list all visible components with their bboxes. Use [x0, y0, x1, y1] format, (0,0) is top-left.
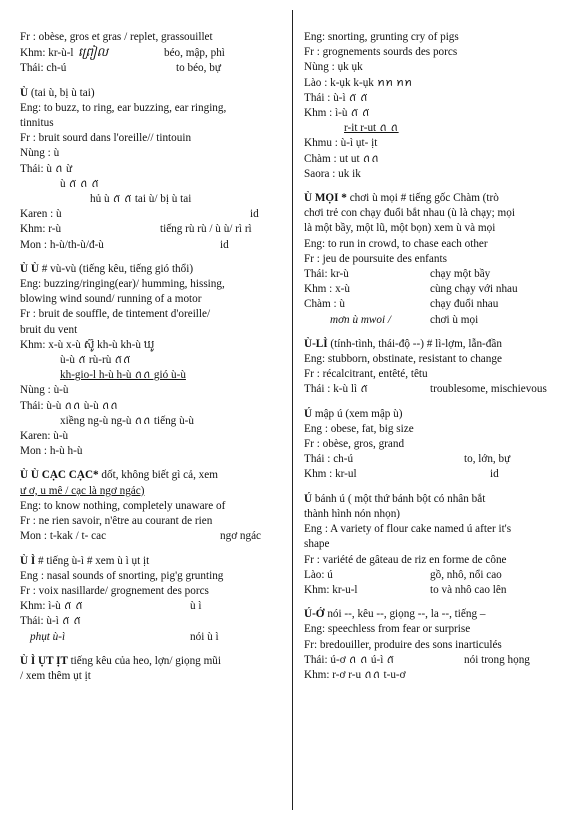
entry-heading: Ù Ù CẠC CẠC* dốt, không biết gì cả, xem [20, 469, 218, 482]
entry-karen: Karen: ù-ù [20, 430, 69, 443]
entry-note-cont: ư ơ, u mê / cạc là ngơ ngác) [20, 484, 145, 497]
entry-note-cont: thành hình nón nhọn) [304, 507, 401, 520]
entry-thai: Thái: ù-ì ꪒ̈ ꪒ̈ [20, 615, 82, 628]
entry-eng: Eng: to run in crowd, to chase each other [304, 237, 488, 250]
entry-heading: Ú bánh ú ( một thứ bánh bột có nhân bắt [304, 492, 486, 505]
entry-thai-gloss: hủ ù ꪒ̈ ꪒ̈ tai ù/ bị ù tai [90, 193, 192, 206]
entry-eng: Eng: speechless from fear or surprise [304, 623, 471, 636]
entry-khm: Khm : ì-ù ꪒ̈ ꪒ̈ [304, 107, 370, 120]
entry-khm-cont: r-it r-ut ꪒ ꪒ [344, 122, 399, 135]
entry-eng: Eng: snorting, grunting cry of pigs [304, 31, 459, 43]
entry-eng: Eng : obese, fat, big size [304, 422, 414, 435]
right-column [304, 30, 562, 683]
entry-nung: Nùng : ù-ù [20, 384, 69, 397]
entry-karen: Karen : ù id [20, 208, 259, 221]
entry-khm: Khm: kr-u-l to và nhô cao lên [304, 583, 507, 596]
entry-saora: Saora : uk ik [304, 167, 361, 180]
entry-heading: Ú mập ú (xem mập ù) [304, 407, 403, 420]
entry-fr: Fr : voix nasillarde/ grognement des porcs [20, 584, 209, 597]
entry-thai: Thái: ù-ù ꪒꪒ ù-ù ꪒꪒ [20, 399, 119, 412]
entry-khm: Khm: x-ù x-ù ស៊ូ kh-ù kh-ù ឃូ [20, 338, 155, 351]
entry-thai-cont: phụt ù-ì nói ù ì [30, 630, 219, 643]
entry-lao: Lào : k-ụk k-ụk ꪀꪀ ꪀꪀ [304, 76, 413, 89]
entry-heading: Ú-Ớ nói --, kêu --, giọng --, la --, tiếng – [304, 608, 486, 621]
entry-eng: Eng: buzzing/ringing(ear)/ humming, hissing, [20, 278, 225, 291]
entry-khm: Khm: ì-ù ꪒ̈ ꪒ̈ ù ì [20, 600, 202, 613]
entry-fr-cont: bruit du vent [20, 323, 78, 336]
entry-khm-cont: ù-ù ꪒ̈ rù-rù ꪒ̈ꪒ̈ [60, 354, 131, 367]
entry-cham: Chàm : ut ut ꪒꪒ [304, 152, 380, 165]
entry-fr: Fr: bredouiller, produire des sons inarticulés [304, 638, 502, 651]
entry-fr: Fr : jeu de poursuite des enfants [304, 252, 447, 265]
entry-heading: Ù Ì # tiếng ù-ì # xem ù ì ụt ịt [20, 554, 150, 567]
entry-eng-cont: shape [304, 538, 330, 551]
left-column [20, 30, 282, 684]
entry-khm-cont: kh-gio-l h-ù h-ù ꪒꪒ gió ù-ù [60, 369, 186, 382]
entry-thai: Thái: ù ꪒ ừ [20, 162, 73, 175]
entry-khm: Khm : x-ù cùng chạy với nhau [304, 283, 518, 296]
entry-heading: Ù Ù # vù-vù (tiếng kêu, tiếng gió thổi) [20, 262, 194, 275]
entry-nung: Nùng : ù [20, 147, 60, 160]
column-divider [292, 10, 293, 810]
entry-fr: Fr : obèse, gros, grand [304, 438, 405, 451]
entry-eng: Eng: to buzz, to ring, ear buzzing, ear ringing, [20, 101, 227, 114]
entry-fr: Fr : bruit de souffle, de tintement d'oreille/ [20, 308, 211, 321]
entry-heading: Ù-LÌ (tính-tình, thái-độ --) # lì-lợm, lẫn-đần [304, 337, 502, 350]
entry-fr: Fr : grognements sourds des porcs [304, 46, 458, 59]
entry-thai: Thái: ú-ơ ꪒ ꪒ ú-ì ꪒ̈ nói trong họng [304, 653, 530, 666]
entry-khm: Khm: kr-ù-l ព្រៀល béo, mập, phì [20, 45, 225, 60]
entry-khm: Khm: r-ù tiếng rù rù / ù ù/ rì rì [20, 223, 252, 236]
entry-thai-script: ù ꪒ̈ ꪒ ꪒ̈ [60, 177, 100, 190]
entry-eng-cont: tinnitus [20, 117, 54, 130]
entry-fr: Fr : variété de gâteau de riz en forme de cône [304, 553, 507, 566]
entry-eng: Eng : nasal sounds of snorting, pig'g grunting [20, 569, 224, 582]
entry-thai-cont: xiềng ng-ù ng-ù ꪒꪒ tiếng ù-ù [60, 414, 194, 427]
entry-eng: Eng: to know nothing, completely unaware of [20, 499, 226, 512]
entry-note-cont: là một bầy, một lũ, một bọn) xem ù và mọi [304, 222, 496, 235]
entry-heading: Ù MỌI * chơi ù mọi # tiếng gốc Chàm (trò [304, 192, 499, 205]
entry-cham: Chàm : ù chạy đuổi nhau [304, 298, 499, 311]
khmer-script: ព្រៀល [78, 45, 108, 60]
entry-eng-cont: blowing wind sound/ running of a motor [20, 293, 202, 306]
entry-fr: Fr : bruit sourd dans l'oreille// tintouin [20, 132, 192, 145]
entry-mon: Mon : h-ù/th-ù/đ-ù id [20, 238, 229, 251]
entry-fr: Fr : récalcitrant, entêté, têtu [304, 368, 428, 381]
entry-khm: Khm: r-ơ r-u ꪒꪒ t-u-ơ [304, 668, 406, 681]
entry-thai: Thái : ch-ú to, lớn, bự [304, 453, 511, 466]
entry-cham-cont: mơn ù mwoi / chơi ù mọi [330, 313, 479, 326]
entry-heading: Ù (tai ù, bị ù tai) [20, 86, 95, 99]
entry-note-cont: / xem thêm ụt ịt [20, 669, 91, 682]
entry-mon: Mon : h-ù h-ù [20, 445, 83, 458]
entry-eng: Eng: stubborn, obstinate, resistant to change [304, 353, 502, 366]
entry-thai: Thái : k-ù lì ꪒ̈ troublesome, mischievous [304, 383, 547, 396]
entry-fr: Fr : obèse, gros et gras / replet, grassouillet [20, 31, 213, 43]
entry-note-cont: chơi trẻ con chạy đuổi bắt nhau (ù là chạy; mọi [304, 207, 515, 220]
entry-mon: Mon : t-kak / t- cac ngơ ngác [20, 530, 262, 543]
entry-lao: Lào: ú gồ, nhô, nổi cao [304, 568, 502, 581]
entry-thai: Thái: kr-ù chạy một bầy [304, 268, 491, 281]
entry-thai: Thái : ù-ì ꪒ̈ ꪒ̈ [304, 91, 369, 104]
entry-heading: Ù Ì ỤT ỊT tiếng kêu của heo, lợn/ giọng mũi [20, 654, 221, 667]
entry-thai: Thái: ch-ú to béo, bự [20, 62, 221, 75]
entry-fr: Fr : ne rien savoir, n'être au courant de rien [20, 515, 213, 528]
entry-eng: Eng : A variety of flour cake named ú after it's [304, 523, 512, 536]
entry-khm: Khm : kr-ul id [304, 468, 499, 481]
entry-nung: Nùng : ụk ụk [304, 61, 363, 74]
entry-khmu: Khmu : ù-ì ụt- ịt [304, 137, 378, 150]
